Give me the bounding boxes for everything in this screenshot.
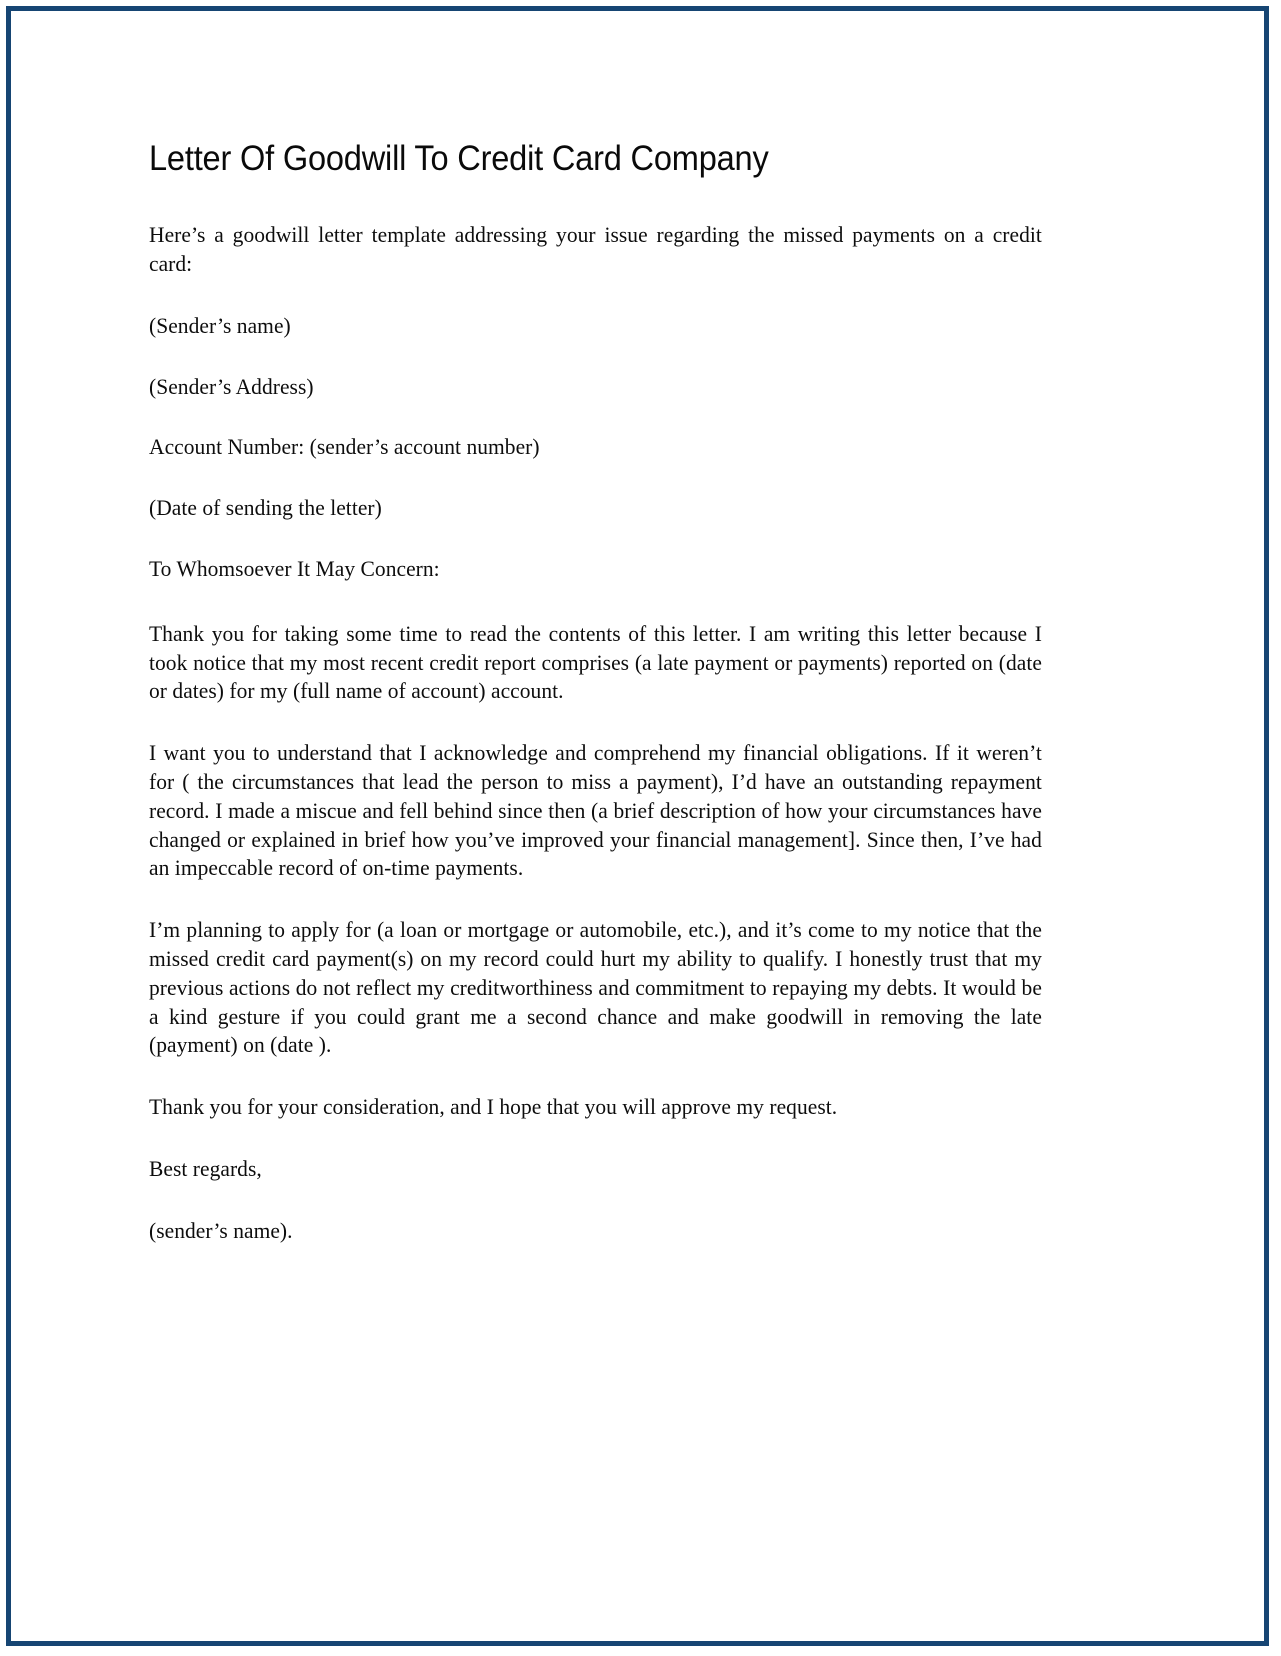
signoff: Best regards, bbox=[149, 1155, 262, 1181]
page-title: Letter Of Goodwill To Credit Card Company bbox=[149, 139, 769, 178]
intro-paragraph: Here’s a goodwill letter template addressing your issue regarding the missed payments on a credit card: bbox=[149, 222, 1042, 277]
field-date-of-sending: (Date of sending the letter) bbox=[149, 495, 382, 521]
body-paragraph-2: I want you to understand that I acknowledge and comprehend my financial obligations. If it weren’t for ( the circumstances that lead the person to miss a payment), I’d have an outstanding repayment record. I made a miscue and fell behind since then (a brief description of how your circumstances have changed or explained in brief how you’ve improved your financial management]. Since then, I’ve had an impeccable record of on-time payments. bbox=[149, 740, 1042, 881]
field-account-number: Account Number: (sender’s account number) bbox=[149, 434, 540, 460]
salutation: To Whomsoever It May Concern: bbox=[149, 556, 440, 582]
document-page-frame bbox=[6, 6, 1269, 1646]
body-paragraph-1: Thank you for taking some time to read the contents of this letter. I am writing this letter because I took notice that my most recent credit report comprises (a late payment or payments) reported on (date or dates) for my (full name of account) account. bbox=[149, 620, 1042, 704]
signature-line: (sender’s name). bbox=[149, 1217, 293, 1243]
field-sender-address: (Sender’s Address) bbox=[149, 373, 314, 399]
letter-content bbox=[149, 139, 1084, 1246]
closing-line: Thank you for your consideration, and I hope that you will approve my request. bbox=[149, 1094, 838, 1120]
body-paragraph-3: I’m planning to apply for (a loan or mortgage or automobile, etc.), and it’s come to my notice that the missed credit card payment(s) on my record could hurt my ability to qualify. I honestly trust that my previous actions do not reflect my creditworthiness and commitment to repaying my debts. It would be a kind gesture if you could grant me a second chance and make goodwill in removing the late (payment) on (date ). bbox=[149, 917, 1042, 1058]
field-sender-name: (Sender’s name) bbox=[149, 312, 291, 338]
